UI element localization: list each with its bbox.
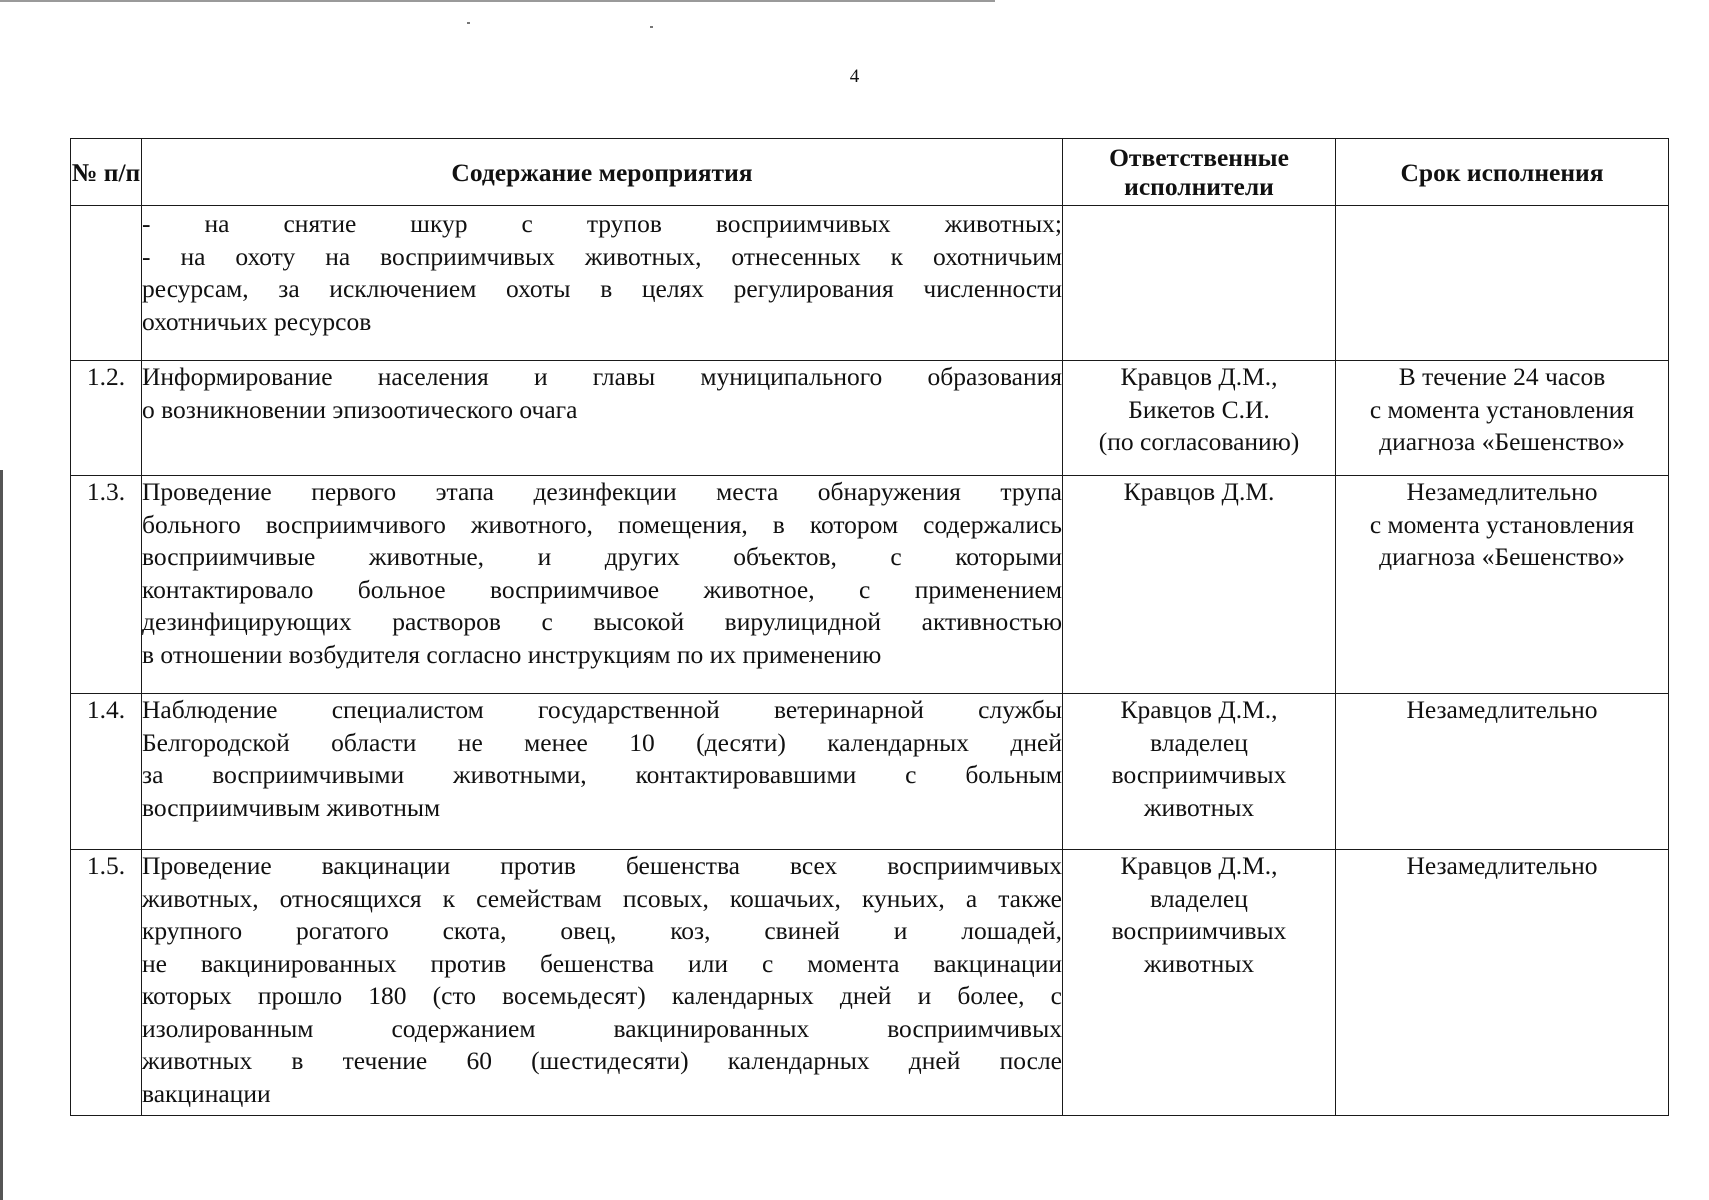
row-number: 1.3.: [71, 476, 142, 694]
table-row: [71, 361, 1669, 476]
header-num: № п/п: [71, 139, 142, 206]
deadline-line: Незамедлительно: [1406, 851, 1598, 880]
content-line: животных, относящихся к семействам псовых, кошачьих, куньих, а также: [142, 883, 1062, 913]
content-line: контактировало больное восприимчивое животное, с применением: [142, 574, 1062, 604]
responsible-cell: [1063, 476, 1336, 694]
responsible-cell: [1063, 694, 1336, 850]
content-line: Белгородской области не менее 10 (десяти) календарных дней: [142, 727, 1062, 757]
responsible-cell: [1063, 361, 1336, 476]
deadline-line: диагноза «Бешенство»: [1379, 542, 1625, 571]
measure-content: [142, 361, 1063, 476]
responsible-line: восприимчивых: [1111, 916, 1287, 945]
row-number: 1.4.: [71, 694, 142, 850]
deadline-cell: [1336, 361, 1669, 476]
responsible-line: Кравцов Д.М.: [1123, 477, 1275, 506]
responsible-line: Кравцов Д.М.,: [1120, 851, 1278, 880]
header-responsible: Ответственные исполнители: [1063, 139, 1336, 206]
scan-speck: [650, 26, 653, 28]
content-line: Наблюдение специалистом государственной ветеринарной службы: [142, 695, 1062, 724]
deadline-line: с момента установления: [1369, 394, 1635, 424]
responsible-line: (по согласованию): [1098, 427, 1300, 456]
content-line: - на снятие шкур с трупов восприимчивых животных;: [142, 209, 1062, 238]
table-row: [71, 694, 1669, 850]
content-line: о возникновении эпизоотического очага: [142, 394, 578, 424]
responsible-line: Кравцов Д.М.,: [1120, 695, 1278, 724]
content-line: животных в течение 60 (шестидесяти) календарных дней после: [142, 1046, 1062, 1075]
responsible-line: Кравцов Д.М.,: [1120, 362, 1278, 391]
content-line: Проведение первого этапа дезинфекции места обнаружения трупа: [142, 477, 1062, 506]
content-line: Информирование населения и главы муниципального образования: [142, 362, 1062, 391]
measure-content: [142, 850, 1063, 1116]
table-header-row: [71, 139, 1669, 206]
content-line: охотничьих ресурсов: [142, 306, 372, 336]
content-line: Проведение вакцинации против бешенства всех восприимчивых: [142, 851, 1062, 880]
content-line: дезинфицирующих растворов с высокой вирулицидной активностью: [142, 607, 1062, 636]
responsible-line: животных: [1143, 792, 1255, 822]
deadline-line: В течение 24 часов: [1398, 362, 1606, 391]
header-deadline: Срок исполнения: [1336, 139, 1669, 206]
deadline-line: диагноза «Бешенство»: [1379, 427, 1625, 456]
content-line: которых прошло 180 (сто восемьдесят) календарных дней и более, с: [142, 981, 1062, 1010]
content-line: ресурсам, за исключением охоты в целях регулирования численности: [142, 274, 1062, 303]
table-row: [71, 850, 1669, 1116]
deadline-cell: [1336, 476, 1669, 694]
content-line: не вакцинированных против бешенства или с момента вакцинации: [142, 948, 1062, 978]
content-line: изолированным содержанием вакцинированных восприимчивых: [142, 1013, 1062, 1043]
content-line: восприимчивые животные, и других объектов, с которыми: [142, 542, 1062, 571]
scan-speck: [467, 22, 470, 24]
content-line: крупного рогатого скота, овец, коз, свиней и лошадей,: [142, 916, 1062, 945]
table-row: [71, 206, 1669, 361]
deadline-line: Незамедлительно: [1406, 695, 1598, 724]
responsible-line: владелец: [1150, 883, 1248, 913]
scan-edge-top: [0, 0, 995, 2]
row-number: 1.5.: [71, 850, 142, 1116]
measure-content: [142, 206, 1063, 361]
measure-content: [142, 694, 1063, 850]
responsible-line: владелец: [1150, 727, 1248, 757]
content-line: вакцинации: [142, 1078, 271, 1108]
row-number: 1.2.: [71, 361, 142, 476]
deadline-line: Незамедлительно: [1406, 477, 1598, 506]
responsible-cell: [1063, 850, 1336, 1116]
content-line: восприимчивым животным: [142, 792, 441, 822]
content-line: за восприимчивыми животными, контактировавшими с больным: [142, 760, 1062, 789]
content-line: больного восприимчивого животного, помещения, в котором содержались: [142, 509, 1062, 539]
row-number: [71, 206, 142, 361]
measures-table: [70, 138, 1669, 1116]
responsible-line: Бикетов С.И.: [1128, 394, 1270, 424]
deadline-cell: [1336, 850, 1669, 1116]
deadline-line: с момента установления: [1369, 509, 1635, 539]
table-row: [71, 476, 1669, 694]
responsible-line: восприимчивых: [1111, 760, 1287, 789]
scan-edge-left: [0, 470, 3, 1200]
content-line: в отношении возбудителя согласно инструкциям по их применению: [142, 639, 882, 669]
page-number: 4: [849, 66, 860, 87]
deadline-cell: [1336, 206, 1669, 361]
responsible-line: животных: [1143, 948, 1255, 978]
measure-content: [142, 476, 1063, 694]
content-line: - на охоту на восприимчивых животных, отнесенных к охотничьим: [142, 241, 1062, 271]
header-content: Содержание мероприятия: [142, 139, 1063, 206]
deadline-cell: [1336, 694, 1669, 850]
responsible-cell: [1063, 206, 1336, 361]
